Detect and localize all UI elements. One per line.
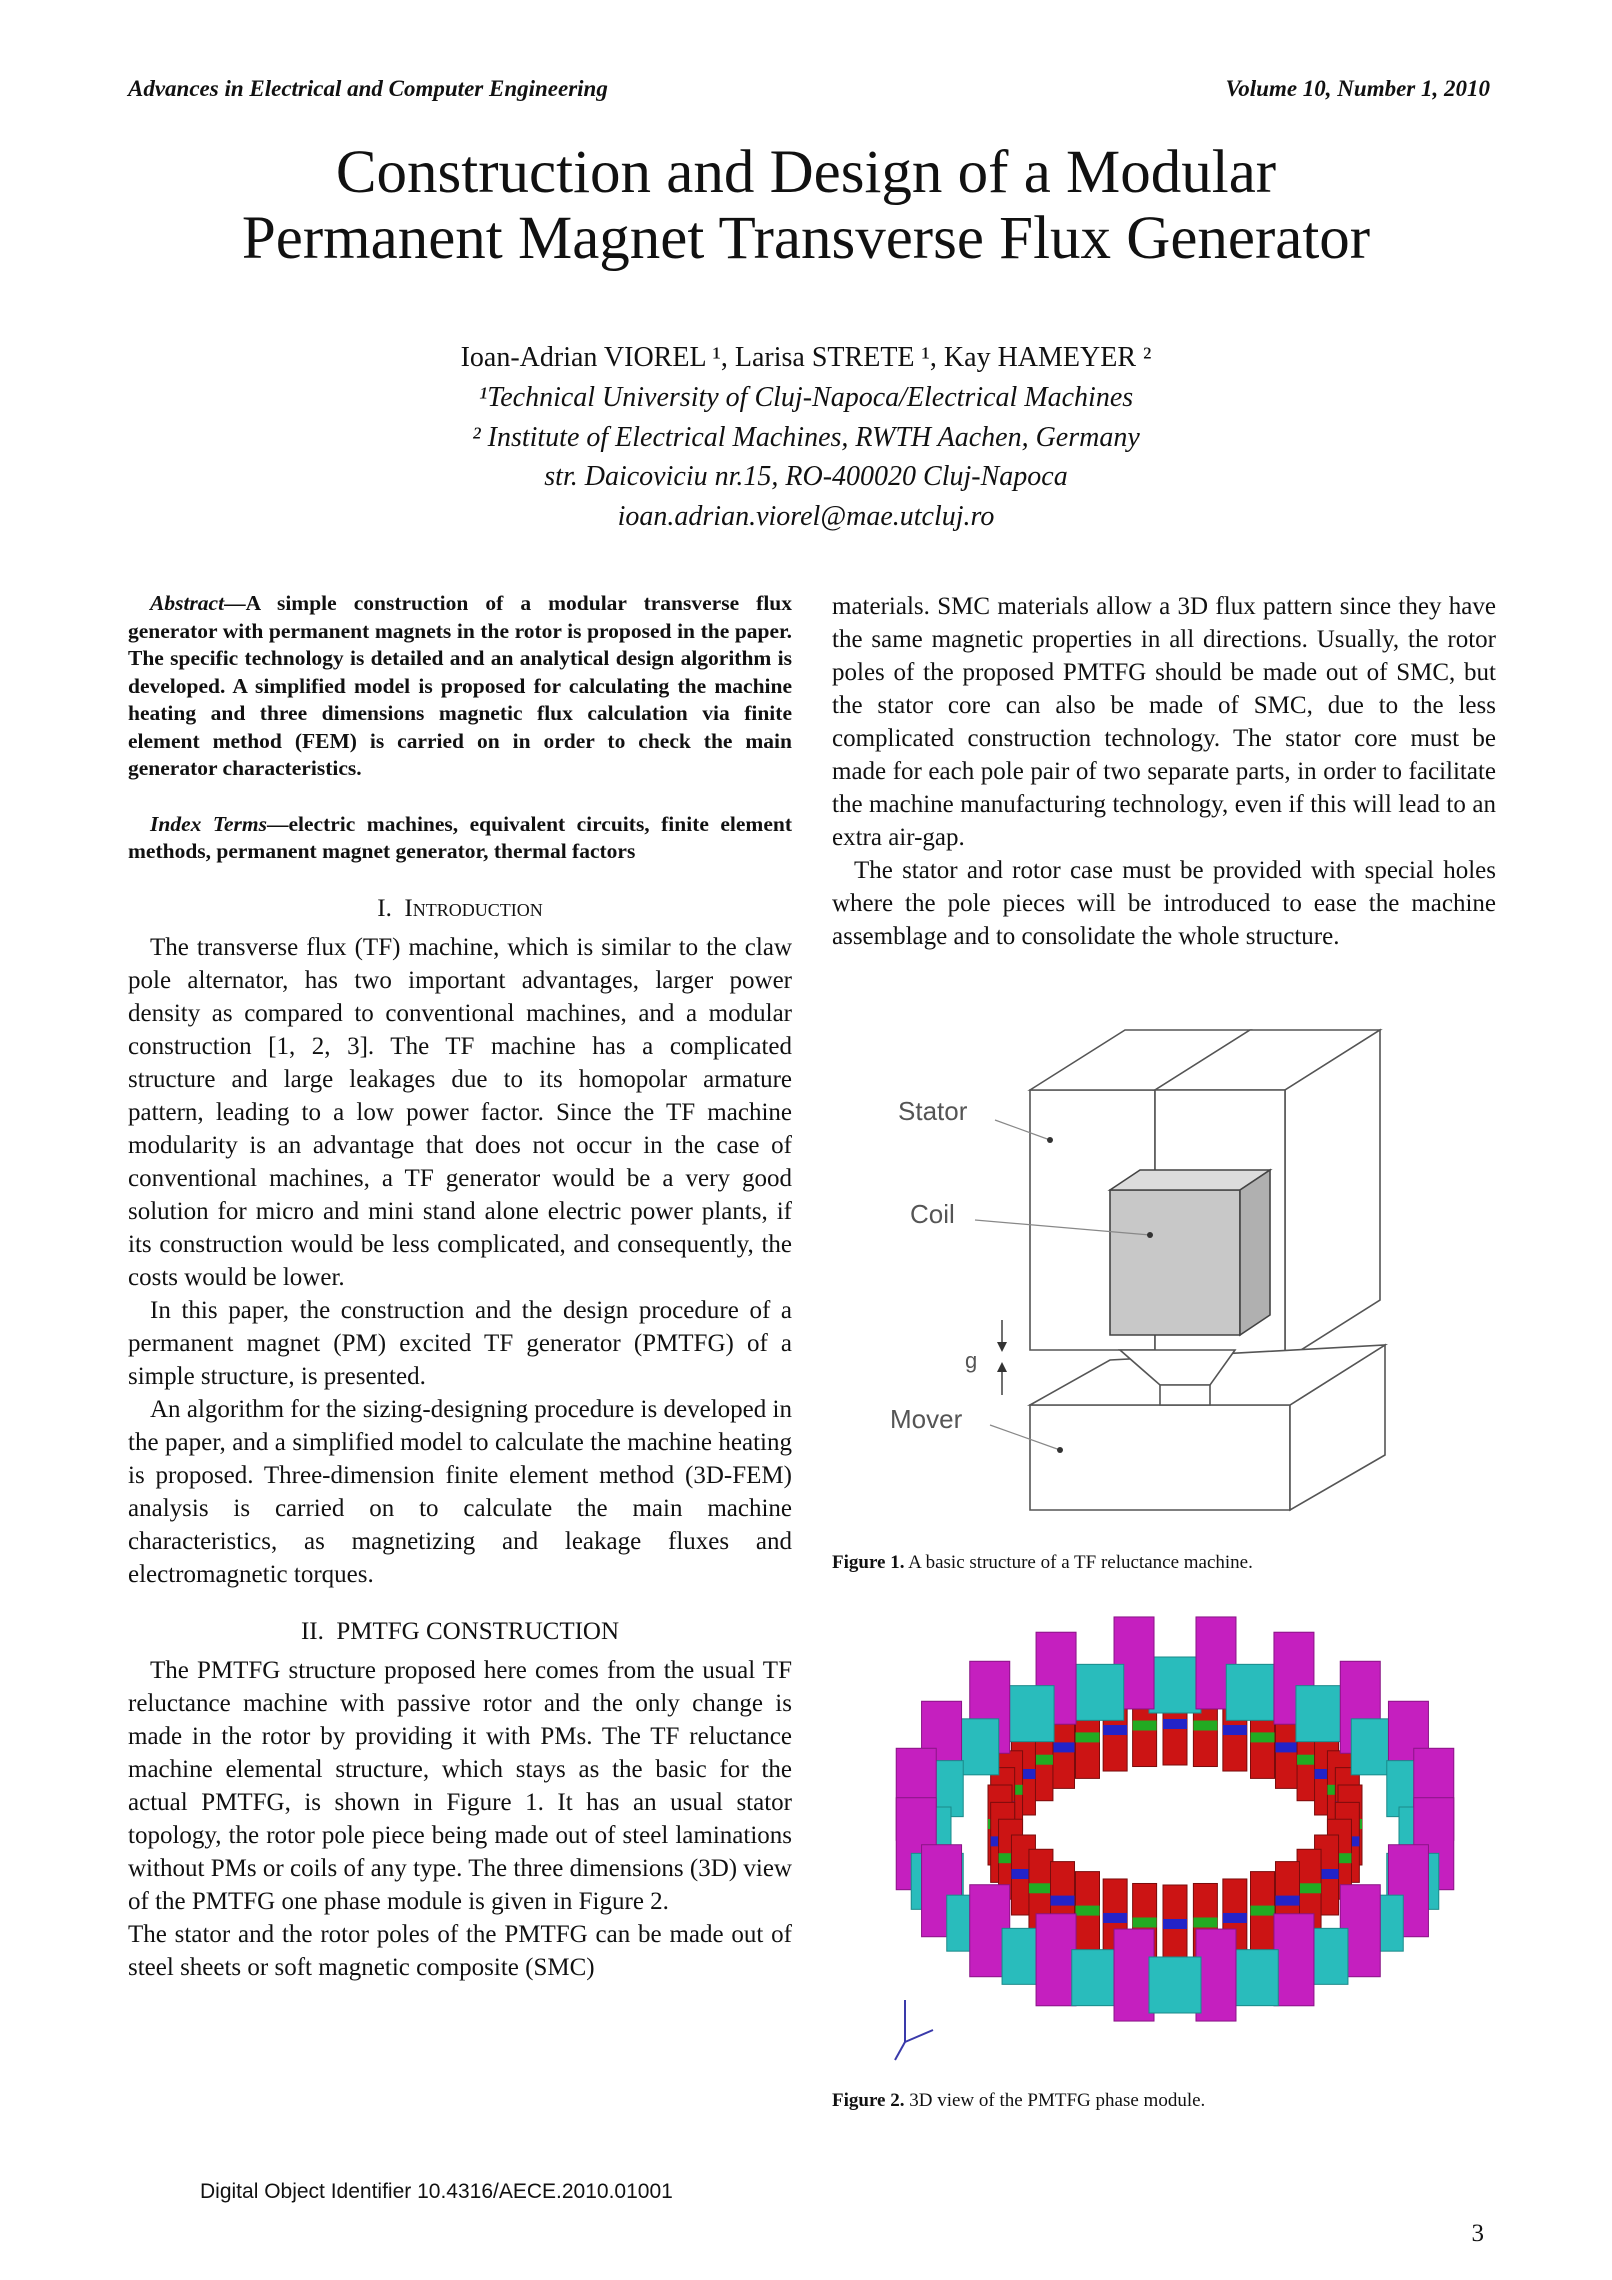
construction-paragraph-2: The stator and the rotor poles of the PMTFG can be made out of steel sheets or soft magnetic composite (SMC) xyxy=(128,1920,792,1981)
stator-yoke-segment xyxy=(1226,1664,1278,1720)
author-names: Ioan-Adrian VIOREL ¹, Larisa STRETE ¹, Kay HAMEYER ² xyxy=(460,342,1152,373)
permanent-magnet xyxy=(1133,1917,1157,1927)
section-2-number: II. xyxy=(300,1617,324,1645)
right-column xyxy=(832,590,1496,953)
figure-1-caption-label: Figure 1. xyxy=(832,1552,905,1573)
intro-paragraph-2: In this paper, the construction and the design procedure of a permanent magnet (PM) excited TF generator (PMTFG) of a simple structure, is presented. xyxy=(128,1296,792,1390)
journal-name: Advances in Electrical and Computer Engineering xyxy=(128,76,608,101)
permanent-magnet xyxy=(1193,1721,1217,1731)
label-mover: Mover xyxy=(890,1404,963,1434)
permanent-magnet xyxy=(1076,1732,1100,1742)
construction-paragraph-1: The PMTFG structure proposed here comes from the usual TF reluctance machine with passive rotor and the only change is made in the rotor by providing it with PMs. The TF reluctance machine elemental structure, which stays as the basic for the actual PMTFG, is shown in Figure 1. It has an usual stator topology, the rotor pole piece being made out of steel laminations without PMs or coils of any type. The three dimensions (3D) view of the PMTFG one phase module is given in Figure 2. xyxy=(128,1656,792,1915)
figure-2-caption xyxy=(832,2090,1205,2112)
doi-footer[interactable]: Digital Object Identifier 10.4316/AECE.2010.01001 xyxy=(200,2180,673,2203)
figure-2-caption-label: Figure 2. xyxy=(832,2090,905,2111)
permanent-magnet xyxy=(1076,1906,1100,1916)
permanent-magnet xyxy=(1163,1919,1187,1929)
figure-1-caption xyxy=(832,1552,1253,1574)
permanent-magnet xyxy=(1223,1725,1247,1735)
author-address: str. Daicoviciu nr.15, RO-400020 Cluj-Napoca xyxy=(544,461,1068,493)
paper-title xyxy=(0,140,1612,272)
abstract-lead: Abstract xyxy=(150,591,225,615)
right-paragraph-2: The stator and rotor case must be provided with special holes where the pole pieces will be introduced to ease the machine assemblage and to consolidate the whole structure. xyxy=(832,857,1496,950)
abstract-text: —A simple construction of a modular transverse flux generator with permanent magnets in the rotor is proposed in the paper. The specific technology is detailed and an analytical design algorithm is developed. A simplified model is proposed for calculating the machine heating and three dimensions magnetic flux calculation via finite element method (FEM) is carried on in order to check the main generator characteristics. xyxy=(128,591,792,780)
affiliation-1: ¹Technical University of Cluj-Napoca/Electrical Machines xyxy=(478,381,1134,413)
figure-2-ring-view xyxy=(875,1610,1475,2080)
permanent-magnet xyxy=(1163,1719,1187,1729)
intro-paragraph-1: The transverse flux (TF) machine, which is similar to the claw pole alternator, has two important advantages, larger power density as compared to conventional machines, and a modular construction [1, 2, 3]. The TF machine has a complicated structure and large leakages due to its homopolar armature pattern, leading to a low power factor. Since the TF machine modularity is an advantage that does not occur in the case of conventional machines, a TF generator would be a very good solution for micro and mini stand alone electric power plants, if its construction would be less complicated, and consequently, the costs would be lower. xyxy=(128,933,792,1291)
permanent-magnet xyxy=(1297,1883,1321,1893)
permanent-magnet xyxy=(1051,1896,1075,1906)
permanent-magnet xyxy=(1103,1913,1127,1923)
left-column xyxy=(128,590,792,1984)
stator-pole xyxy=(1114,1929,1154,2021)
stator-pole xyxy=(1196,1929,1236,2021)
section-1-heading xyxy=(128,892,792,925)
permanent-magnet xyxy=(1251,1732,1275,1742)
permanent-magnet xyxy=(1223,1913,1247,1923)
section-2-title: PMTFG CONSTRUCTION xyxy=(336,1617,620,1645)
volume-info: Volume 10, Number 1, 2010 xyxy=(1225,76,1490,101)
permanent-magnet xyxy=(1275,1742,1299,1752)
stator-yoke-segment xyxy=(1149,1957,1201,2013)
abstract xyxy=(128,590,792,783)
permanent-magnet xyxy=(1029,1883,1053,1893)
section-2-heading xyxy=(128,1615,792,1648)
stator-pole xyxy=(1274,1914,1314,2006)
right-paragraph-1: materials. SMC materials allow a 3D flux pattern since they have the same magnetic properties in all directions. Usually, the rotor poles of the proposed PMTFG should be made out of SMC, but the stator core can also be made of SMC, due to the less complicated construction technology. The stator core must be made for each pole pair of two separate parts, in order to facilitate the machine manufacturing technology, even if this will lead to an extra air-gap. xyxy=(832,593,1496,851)
title-line-2: Permanent Magnet Transverse Flux Generator xyxy=(241,204,1371,272)
stator-yoke-segment xyxy=(1072,1664,1124,1720)
axis-triad-icon xyxy=(895,2000,933,2060)
stator-yoke-segment xyxy=(1149,1657,1201,1713)
intro-paragraph-3: An algorithm for the sizing-designing procedure is developed in the paper, and a simplified model to calculate the machine heating is proposed. Three-dimension finite element method (3D-FEM) analysis is carried on to calculate the main machine characteristics, as magnetizing and leakage fluxes and electromagnetic torques. xyxy=(128,1395,792,1588)
index-terms xyxy=(128,811,792,866)
stator-pole xyxy=(1036,1914,1076,2006)
section-1-number: I. xyxy=(377,894,392,922)
page-number: 3 xyxy=(1471,2220,1484,2247)
index-terms-text: —electric machines, equivalent circuits, finite element methods, permanent magnet generator, thermal factors xyxy=(128,811,793,863)
figure-1-caption-text: A basic structure of a TF reluctance machine. xyxy=(904,1552,1253,1573)
title-line-1: Construction and Design of a Modular xyxy=(335,139,1277,206)
label-stator: Stator xyxy=(898,1096,968,1126)
affiliation-2: ² Institute of Electrical Machines, RWTH Aachen, Germany xyxy=(472,421,1140,453)
author-block xyxy=(0,338,1612,537)
index-terms-lead: Index Terms xyxy=(150,811,267,836)
figure-2-caption-text: 3D view of the PMTFG phase module. xyxy=(904,2090,1206,2111)
permanent-magnet xyxy=(1133,1721,1157,1731)
permanent-magnet xyxy=(1051,1742,1075,1752)
label-gap: g xyxy=(965,1348,978,1373)
permanent-magnet xyxy=(1251,1906,1275,1916)
section-1-title: Introduction xyxy=(404,894,543,922)
figure-1-diagram xyxy=(870,1020,1470,1540)
permanent-magnet xyxy=(1275,1896,1299,1906)
permanent-magnet xyxy=(1193,1917,1217,1927)
author-email[interactable]: ioan.adrian.viorel@mae.utcluj.ro xyxy=(617,501,995,532)
permanent-magnet xyxy=(1103,1725,1127,1735)
label-coil: Coil xyxy=(910,1199,955,1229)
